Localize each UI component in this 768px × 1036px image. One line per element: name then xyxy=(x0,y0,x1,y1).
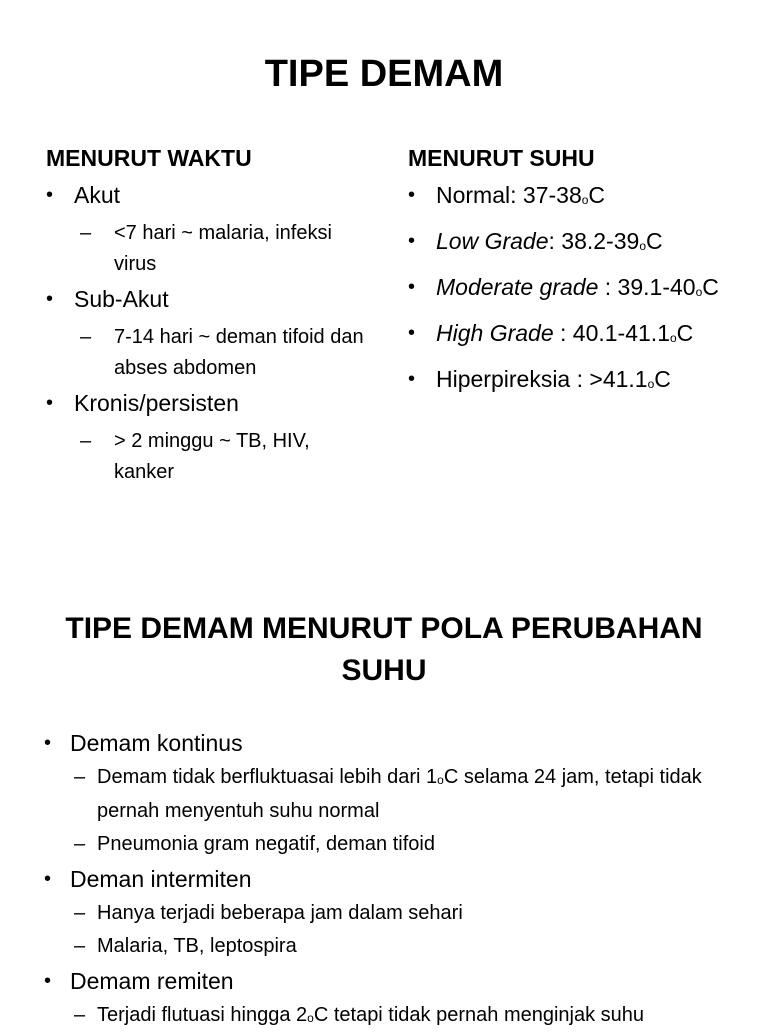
bullet-icon: • xyxy=(408,322,416,344)
unit: C xyxy=(646,228,663,254)
bullet-icon: • xyxy=(46,184,54,206)
sub-item xyxy=(80,426,366,488)
bullet-icon: • xyxy=(408,230,416,252)
sub-item-text: <7 hari ~ malaria, infeksi virus xyxy=(114,222,332,275)
bullet-icon: • xyxy=(44,868,52,890)
column-heading: MENURUT SUHU xyxy=(408,145,595,171)
item-label: Low Grade xyxy=(436,228,549,254)
item-label: Deman intermiten xyxy=(70,866,252,892)
list-item xyxy=(44,964,734,998)
list-item xyxy=(408,270,738,309)
bullet-icon: • xyxy=(46,288,54,310)
dash-icon: – xyxy=(74,935,86,957)
item-label: Moderate grade xyxy=(436,274,599,300)
column-heading: MENURUT WAKTU xyxy=(46,145,252,171)
slide-pola-perubahan-suhu xyxy=(0,560,768,1024)
degree-mark: o xyxy=(581,193,589,207)
degree-mark: o xyxy=(695,285,703,299)
unit: C xyxy=(676,320,694,346)
bullet-icon: • xyxy=(408,368,416,390)
sub-item xyxy=(74,898,734,929)
sub-item-text: Hanya terjadi beberapa jam dalam sehari xyxy=(97,902,463,924)
unit: C xyxy=(654,366,671,392)
sub-item-text: Malaria, TB, leptospira xyxy=(97,935,297,957)
dash-icon: – xyxy=(74,902,86,924)
list-item xyxy=(46,386,366,420)
bullet-icon: • xyxy=(408,184,416,206)
item-value: : 39.1-40 xyxy=(598,274,696,300)
slide-title: TIPE DEMAM xyxy=(264,53,504,95)
bullet-list xyxy=(408,178,738,401)
item-label: Demam remiten xyxy=(70,968,234,994)
bullet-list xyxy=(44,726,734,1036)
item-label: Kronis/persisten xyxy=(74,390,239,416)
column-menurut-waktu xyxy=(46,142,366,490)
item-label: Normal xyxy=(436,182,511,208)
bullet-list xyxy=(46,178,366,488)
sub-item-text-rest: C selama 24 jam, tetapi tidak pernah menyentuh suhu normal xyxy=(97,766,702,822)
list-item xyxy=(408,316,738,355)
column-menurut-suhu xyxy=(408,142,738,408)
degree-mark: o xyxy=(647,377,655,391)
dash-icon: – xyxy=(74,833,86,855)
bullet-icon: • xyxy=(408,276,416,298)
degree-mark: o xyxy=(669,331,677,345)
sub-item-text: Demam tidak berfluktuasai lebih dari 1 xyxy=(97,766,438,788)
dash-icon: – xyxy=(80,222,92,244)
sub-item xyxy=(74,762,734,827)
unit: C xyxy=(588,182,606,208)
item-value: : >41.1 xyxy=(570,366,648,392)
dash-icon: – xyxy=(74,766,86,788)
item-label: Demam kontinus xyxy=(70,730,243,756)
list-item xyxy=(44,726,734,760)
item-value: : 37-38 xyxy=(510,182,582,208)
sub-item-text: Pneumonia gram negatif, deman tifoid xyxy=(97,833,435,855)
list-item xyxy=(408,178,738,217)
list-item xyxy=(408,224,738,263)
item-value: : 40.1-41.1 xyxy=(553,320,670,346)
list-item xyxy=(408,362,738,401)
sub-item xyxy=(80,218,366,280)
sub-item xyxy=(74,1000,734,1034)
degree-mark: o xyxy=(437,773,444,787)
sub-item-text: Terjadi flutuasi hingga 2 xyxy=(97,1004,308,1026)
sub-item xyxy=(80,322,366,384)
sub-item-text-rest: C tetapi tidak pernah menginjak suhu xyxy=(313,1004,645,1026)
sub-item-text: > 2 minggu ~ TB, HIV, kanker xyxy=(114,430,310,483)
item-label: High Grade xyxy=(436,320,554,346)
sub-item xyxy=(74,829,734,860)
item-value: : 38.2-39 xyxy=(548,228,640,254)
item-label: Hiperpireksia xyxy=(436,366,571,392)
item-label: Sub-Akut xyxy=(74,286,169,312)
sub-item-text: 7-14 hari ~ deman tifoid dan abses abdomen xyxy=(114,326,364,379)
item-label: Akut xyxy=(74,182,121,208)
slide-title: TIPE DEMAM MENURUT POLA PERUBAHAN SUHU xyxy=(65,612,703,687)
bullet-icon: • xyxy=(46,392,54,414)
dash-icon: – xyxy=(80,326,92,348)
list-item xyxy=(46,282,366,316)
dash-icon: – xyxy=(74,1004,86,1026)
list-item xyxy=(46,178,366,212)
sub-item xyxy=(74,931,734,962)
bullet-icon: • xyxy=(44,970,52,992)
degree-mark: o xyxy=(307,1011,314,1025)
degree-mark: o xyxy=(639,239,646,253)
dash-icon: – xyxy=(80,430,92,452)
list-item xyxy=(44,862,734,896)
bullet-icon: • xyxy=(44,732,52,754)
unit: C xyxy=(702,274,719,300)
